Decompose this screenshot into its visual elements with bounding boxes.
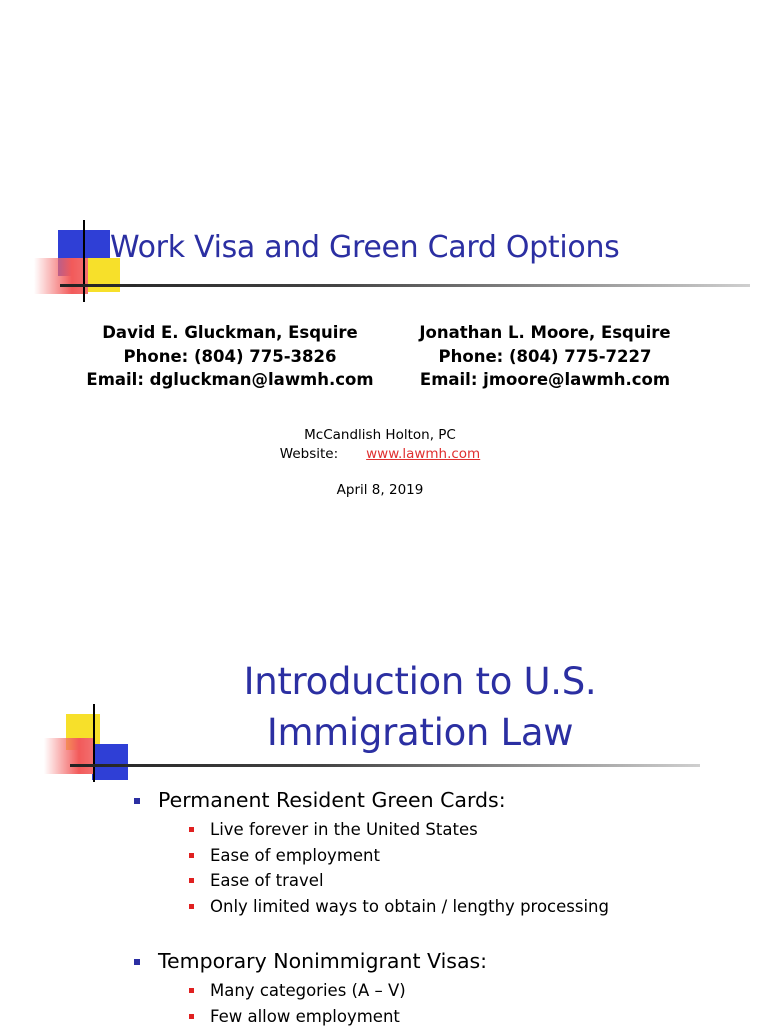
website-label: Website: [280,446,338,462]
contact-email: Email: jmoore@lawmh.com [380,368,710,392]
contact-name: Jonathan L. Moore, Esquire [380,321,710,345]
block-squares-logo-icon [44,704,134,794]
slide-title-line-2: Immigration Law [160,707,680,758]
bullet-nonimmigrant-visas [132,949,609,1029]
contact-phone: Phone: (804) 775-3826 [70,345,390,369]
bullet-green-cards [132,788,609,919]
presentation-date: April 8, 2019 [230,482,530,498]
sub-bullet: Ease of employment [188,843,609,869]
bullet-text: Temporary Nonimmigrant Visas: [158,949,487,973]
sub-bullet: Only limited ways to obtain / lengthy processing [188,894,609,920]
slide-title-line-1: Introduction to U.S. [160,656,680,707]
sub-bullet: Ease of travel [188,868,609,894]
contact-email: Email: dgluckman@lawmh.com [70,368,390,392]
bullet-list [132,788,609,1029]
sub-bullet-list [158,817,609,919]
contact-name: David E. Gluckman, Esquire [70,321,390,345]
intro-slide [0,576,768,1024]
website-row [200,445,560,464]
firm-name: McCandlish Holton, PC [200,426,560,445]
sub-bullet: Few allow employment [188,1004,609,1029]
sub-bullet-list [158,978,609,1029]
contact-block-moore [380,321,710,392]
sub-bullet: Live forever in the United States [188,817,609,843]
slide-title [160,656,680,758]
sub-bullet: Many categories (A – V) [188,978,609,1004]
website-link[interactable]: www.lawmh.com [366,446,480,462]
contact-phone: Phone: (804) 775-7227 [380,345,710,369]
contact-block-gluckman [70,321,390,392]
bullet-text: Permanent Resident Green Cards: [158,788,506,812]
slide-title: Work Visa and Green Card Options [110,230,619,265]
firm-info [200,426,560,464]
